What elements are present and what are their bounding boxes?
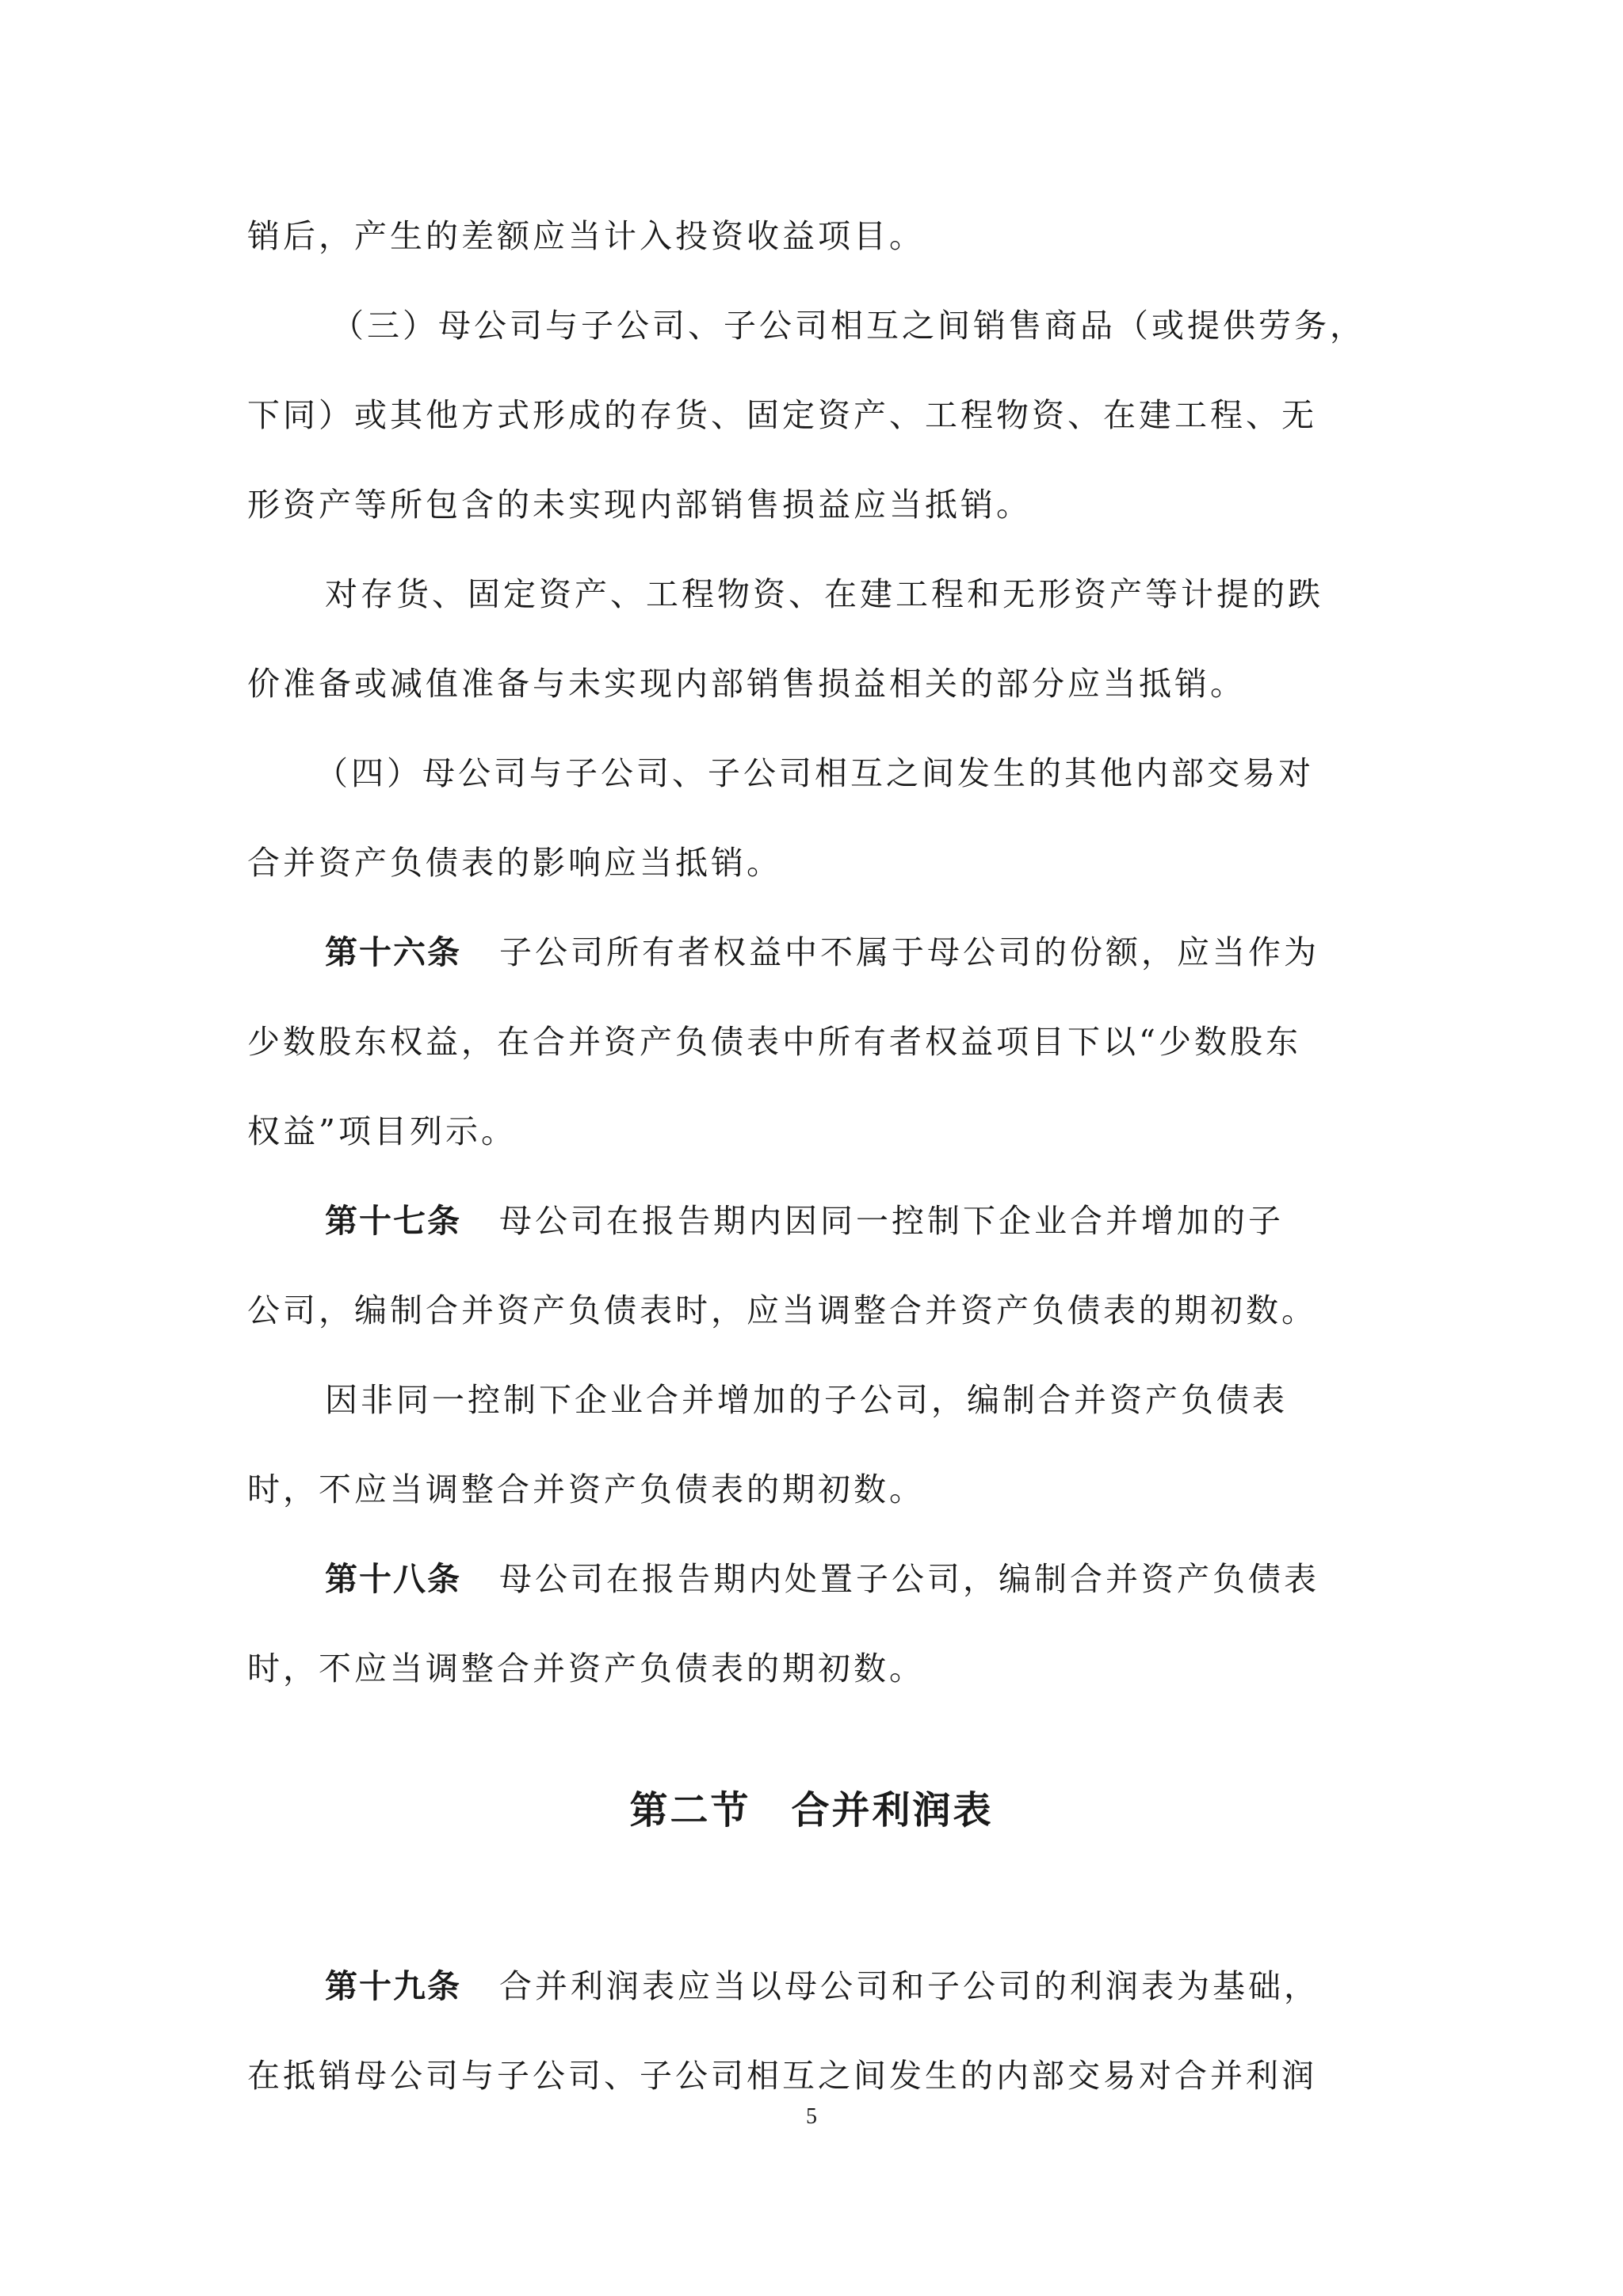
text-line: 对存货、固定资产、工程物资、在建工程和无形资产等计提的跌: [325, 575, 1323, 613]
article-19-label: 第十九条: [325, 1967, 461, 2005]
article-19-line: [0, 1962, 1623, 2010]
text-line: 形资产等所包含的未实现内部销售损益应当抵销。: [247, 486, 1032, 524]
article-19-text: 合并利润表应当以母公司和子公司的利润表为基础，: [499, 1967, 1319, 2005]
text-line: 在抵销母公司与子公司、子公司相互之间发生的内部交易对合并利润: [247, 2057, 1317, 2095]
text-line: 权益”项目列示。: [247, 1112, 517, 1150]
text-line: 价准备或减值准备与未实现内部销售损益相关的部分应当抵销。: [247, 665, 1246, 703]
text-line: （三）母公司与子公司、子公司相互之间销售商品（或提供劳务，: [331, 307, 1365, 345]
section-heading: 第二节 合并利润表: [629, 1788, 994, 1833]
text-line: 销后，产生的差额应当计入投资收益项目。: [247, 217, 925, 255]
article-17-label: 第十七条: [325, 1202, 461, 1240]
text-line: 时，不应当调整合并资产负债表的期初数。: [247, 1470, 925, 1508]
article-18-line: [0, 1555, 1623, 1603]
article-16-line: [0, 929, 1623, 976]
article-18-text: 母公司在报告期内处置子公司，编制合并资产负债表: [499, 1560, 1319, 1598]
text-line: （四）母公司与子公司、子公司相互之间发生的其他内部交易对: [315, 754, 1314, 792]
article-16-text: 子公司所有者权益中不属于母公司的份额，应当作为: [499, 933, 1319, 971]
text-line: 时，不应当调整合并资产负债表的期初数。: [247, 1650, 925, 1688]
article-16-label: 第十六条: [325, 933, 461, 971]
article-17-line: [0, 1197, 1623, 1245]
text-line: 因非同一控制下企业合并增加的子公司，编制合并资产负债表: [325, 1381, 1288, 1419]
text-line: 合并资产负债表的影响应当抵销。: [247, 844, 782, 882]
article-17-text: 母公司在报告期内因同一控制下企业合并增加的子: [499, 1202, 1284, 1240]
text-line: 公司，编制合并资产负债表时，应当调整合并资产负债表的期初数。: [247, 1291, 1317, 1329]
page-number: 5: [806, 2104, 817, 2129]
text-line: 下同）或其他方式形成的存货、固定资产、工程物资、在建工程、无: [247, 396, 1317, 434]
text-line: 少数股东权益，在合并资产负债表中所有者权益项目下以“少数股东: [247, 1023, 1301, 1061]
article-18-label: 第十八条: [325, 1560, 461, 1598]
